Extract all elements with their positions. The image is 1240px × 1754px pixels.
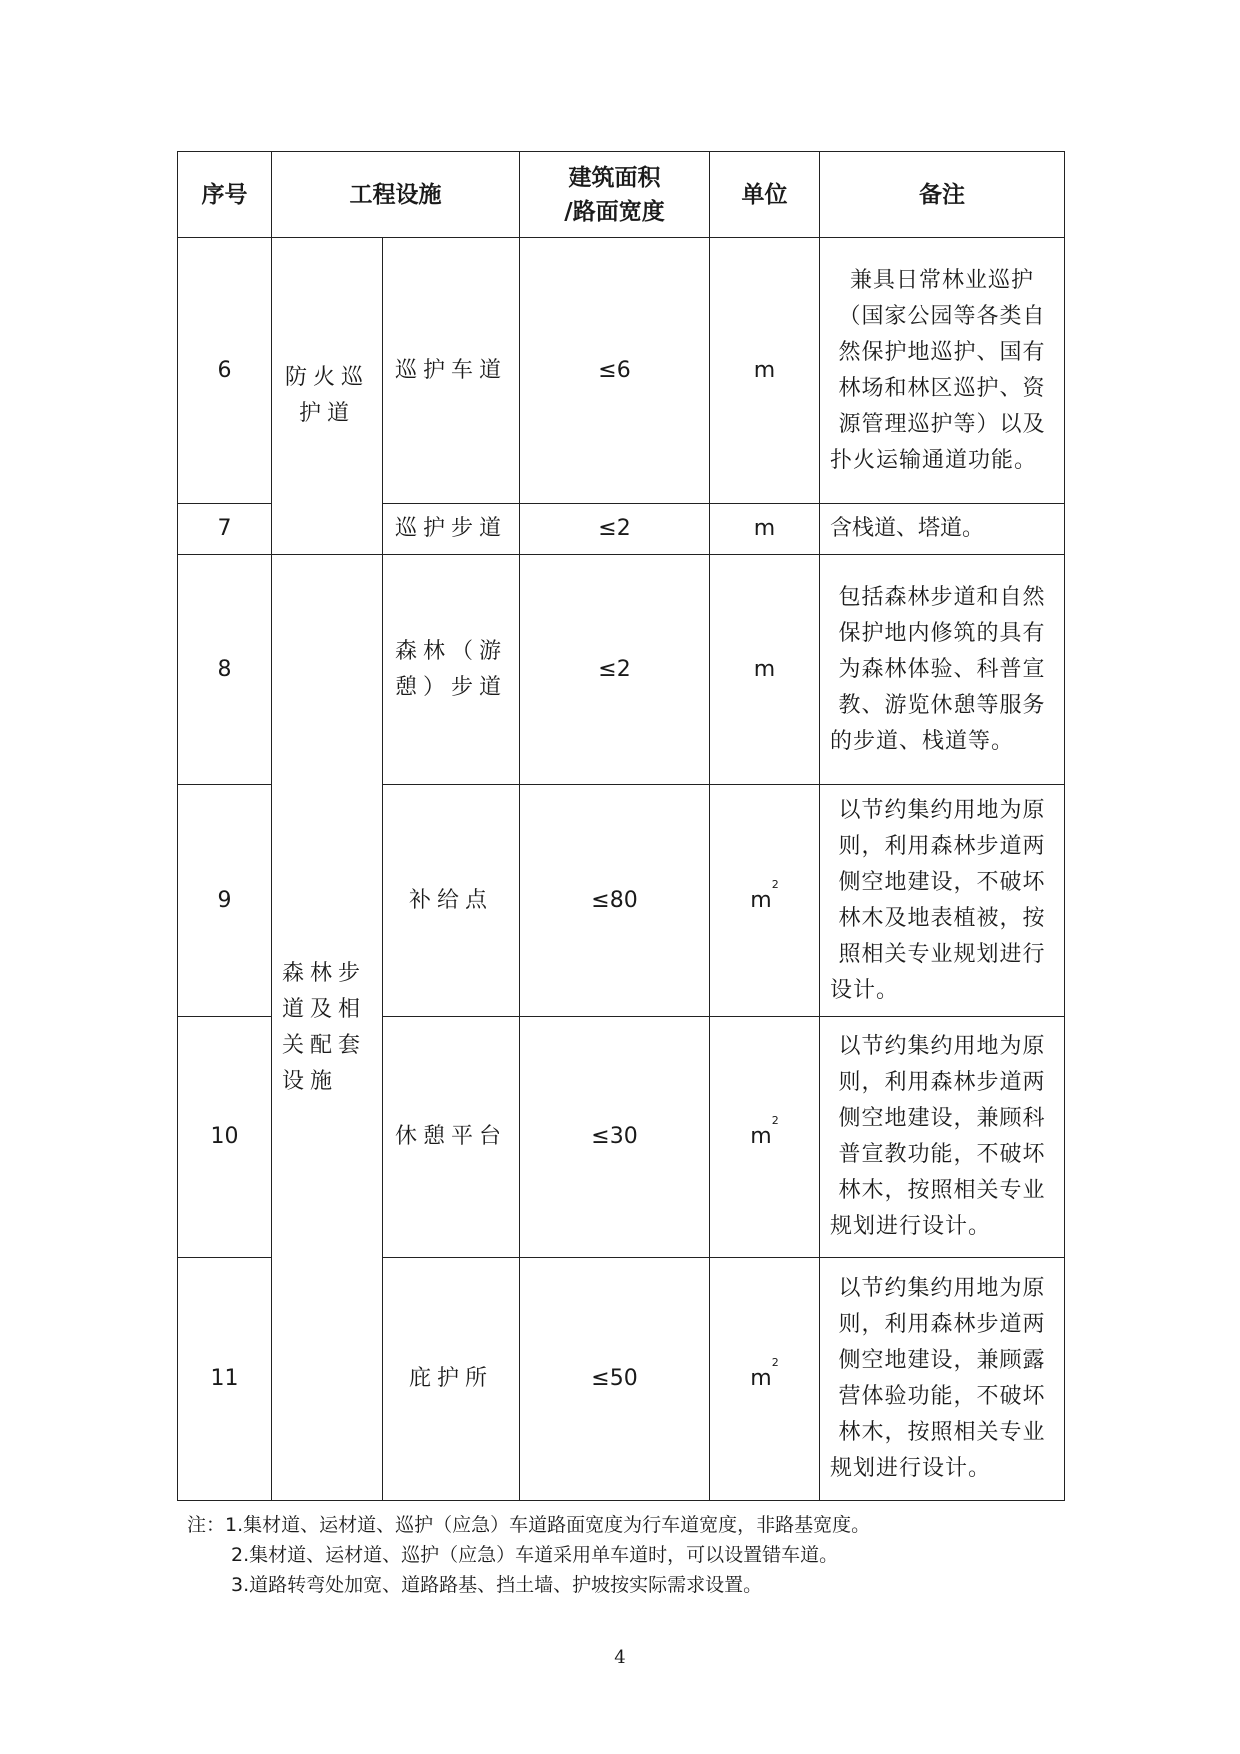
footnote-2	[187, 1540, 870, 1570]
row-name: 补给点	[383, 785, 520, 1017]
footnotes	[187, 1510, 870, 1600]
row-seq: 7	[178, 504, 272, 555]
row-unit: m	[710, 555, 820, 785]
row-value: ≤2	[520, 555, 710, 785]
header-unit: 单位	[710, 152, 820, 238]
row-name: 休憩平台	[383, 1017, 520, 1258]
header-facility: 工程设施	[272, 152, 520, 238]
unit-text: m	[750, 1366, 772, 1391]
header-remark: 备注	[820, 152, 1065, 238]
footnote-text: 2.集材道、运材道、巡护（应急）车道采用单车道时，可以设置错车道。	[231, 1544, 839, 1566]
row-value: ≤50	[520, 1258, 710, 1501]
row-seq: 11	[178, 1258, 272, 1501]
row-remark: 以节约集约用地为原则，利用森林步道两侧空地建设，兼顾露营体验功能，不破坏林木，按照相关专业规划进行设计。	[820, 1258, 1065, 1501]
unit-text: m	[750, 1124, 772, 1149]
page-number: 4	[614, 1647, 626, 1668]
row-remark: 兼具日常林业巡护（国家公园等各类自然保护地巡护、国有林场和林区巡护、资源管理巡护等）以及扑火运输通道功能。	[820, 238, 1065, 504]
footnote-1	[187, 1510, 870, 1540]
table-row	[178, 238, 1065, 504]
unit-superscript: 2	[771, 877, 779, 891]
row-remark: 包括森林步道和自然保护地内修筑的具有为森林体验、科普宣教、游览休憩等服务的步道、栈道等。	[820, 555, 1065, 785]
unit-superscript: 2	[771, 1356, 779, 1369]
header-seq: 序号	[178, 152, 272, 238]
row-unit: m	[710, 504, 820, 555]
group-trail: 森林步道及相关配套设施	[272, 555, 383, 1501]
row-unit	[710, 1258, 820, 1501]
header-area-line1: 建筑面积	[568, 164, 661, 191]
header-area-line2: /路面宽度	[564, 198, 665, 225]
row-name: 巡护步道	[383, 504, 520, 555]
row-value: ≤6	[520, 238, 710, 504]
row-value: ≤80	[520, 785, 710, 1017]
row-value: ≤30	[520, 1017, 710, 1258]
header-area	[520, 152, 710, 238]
row-seq: 10	[178, 1017, 272, 1258]
row-seq: 6	[178, 238, 272, 504]
table-header-row	[178, 152, 1065, 238]
row-name: 巡护车道	[383, 238, 520, 504]
row-unit: m	[710, 238, 820, 504]
unit-superscript: 2	[771, 1114, 779, 1127]
footnote-text: 3.道路转弯处加宽、道路路基、挡土墙、护坡按实际需求设置。	[231, 1574, 763, 1596]
table-row	[178, 555, 1065, 785]
group-fire: 防火巡护道	[272, 238, 383, 555]
row-value: ≤2	[520, 504, 710, 555]
row-unit	[710, 785, 820, 1017]
unit-text: m	[750, 887, 772, 913]
footnote-3	[187, 1570, 870, 1600]
row-name: 森林（游憩）步道	[383, 555, 520, 785]
row-name: 庇护所	[383, 1258, 520, 1501]
facility-table	[177, 151, 1065, 1501]
row-remark: 含栈道、塔道。	[820, 504, 1065, 555]
row-remark: 以节约集约用地为原则，利用森林步道两侧空地建设，兼顾科普宣教功能，不破坏林木，按照相关专业规划进行设计。	[820, 1017, 1065, 1258]
row-unit	[710, 1017, 820, 1258]
footnote-text: 1.集材道、运材道、巡护（应急）车道路面宽度为行车道宽度，非路基宽度。	[225, 1514, 871, 1536]
footnote-prefix: 注：	[187, 1514, 226, 1536]
row-seq: 9	[178, 785, 272, 1017]
row-remark: 以节约集约用地为原则，利用森林步道两侧空地建设，不破坏林木及地表植被，按照相关专业规划进行设计。	[820, 785, 1065, 1017]
row-seq: 8	[178, 555, 272, 785]
